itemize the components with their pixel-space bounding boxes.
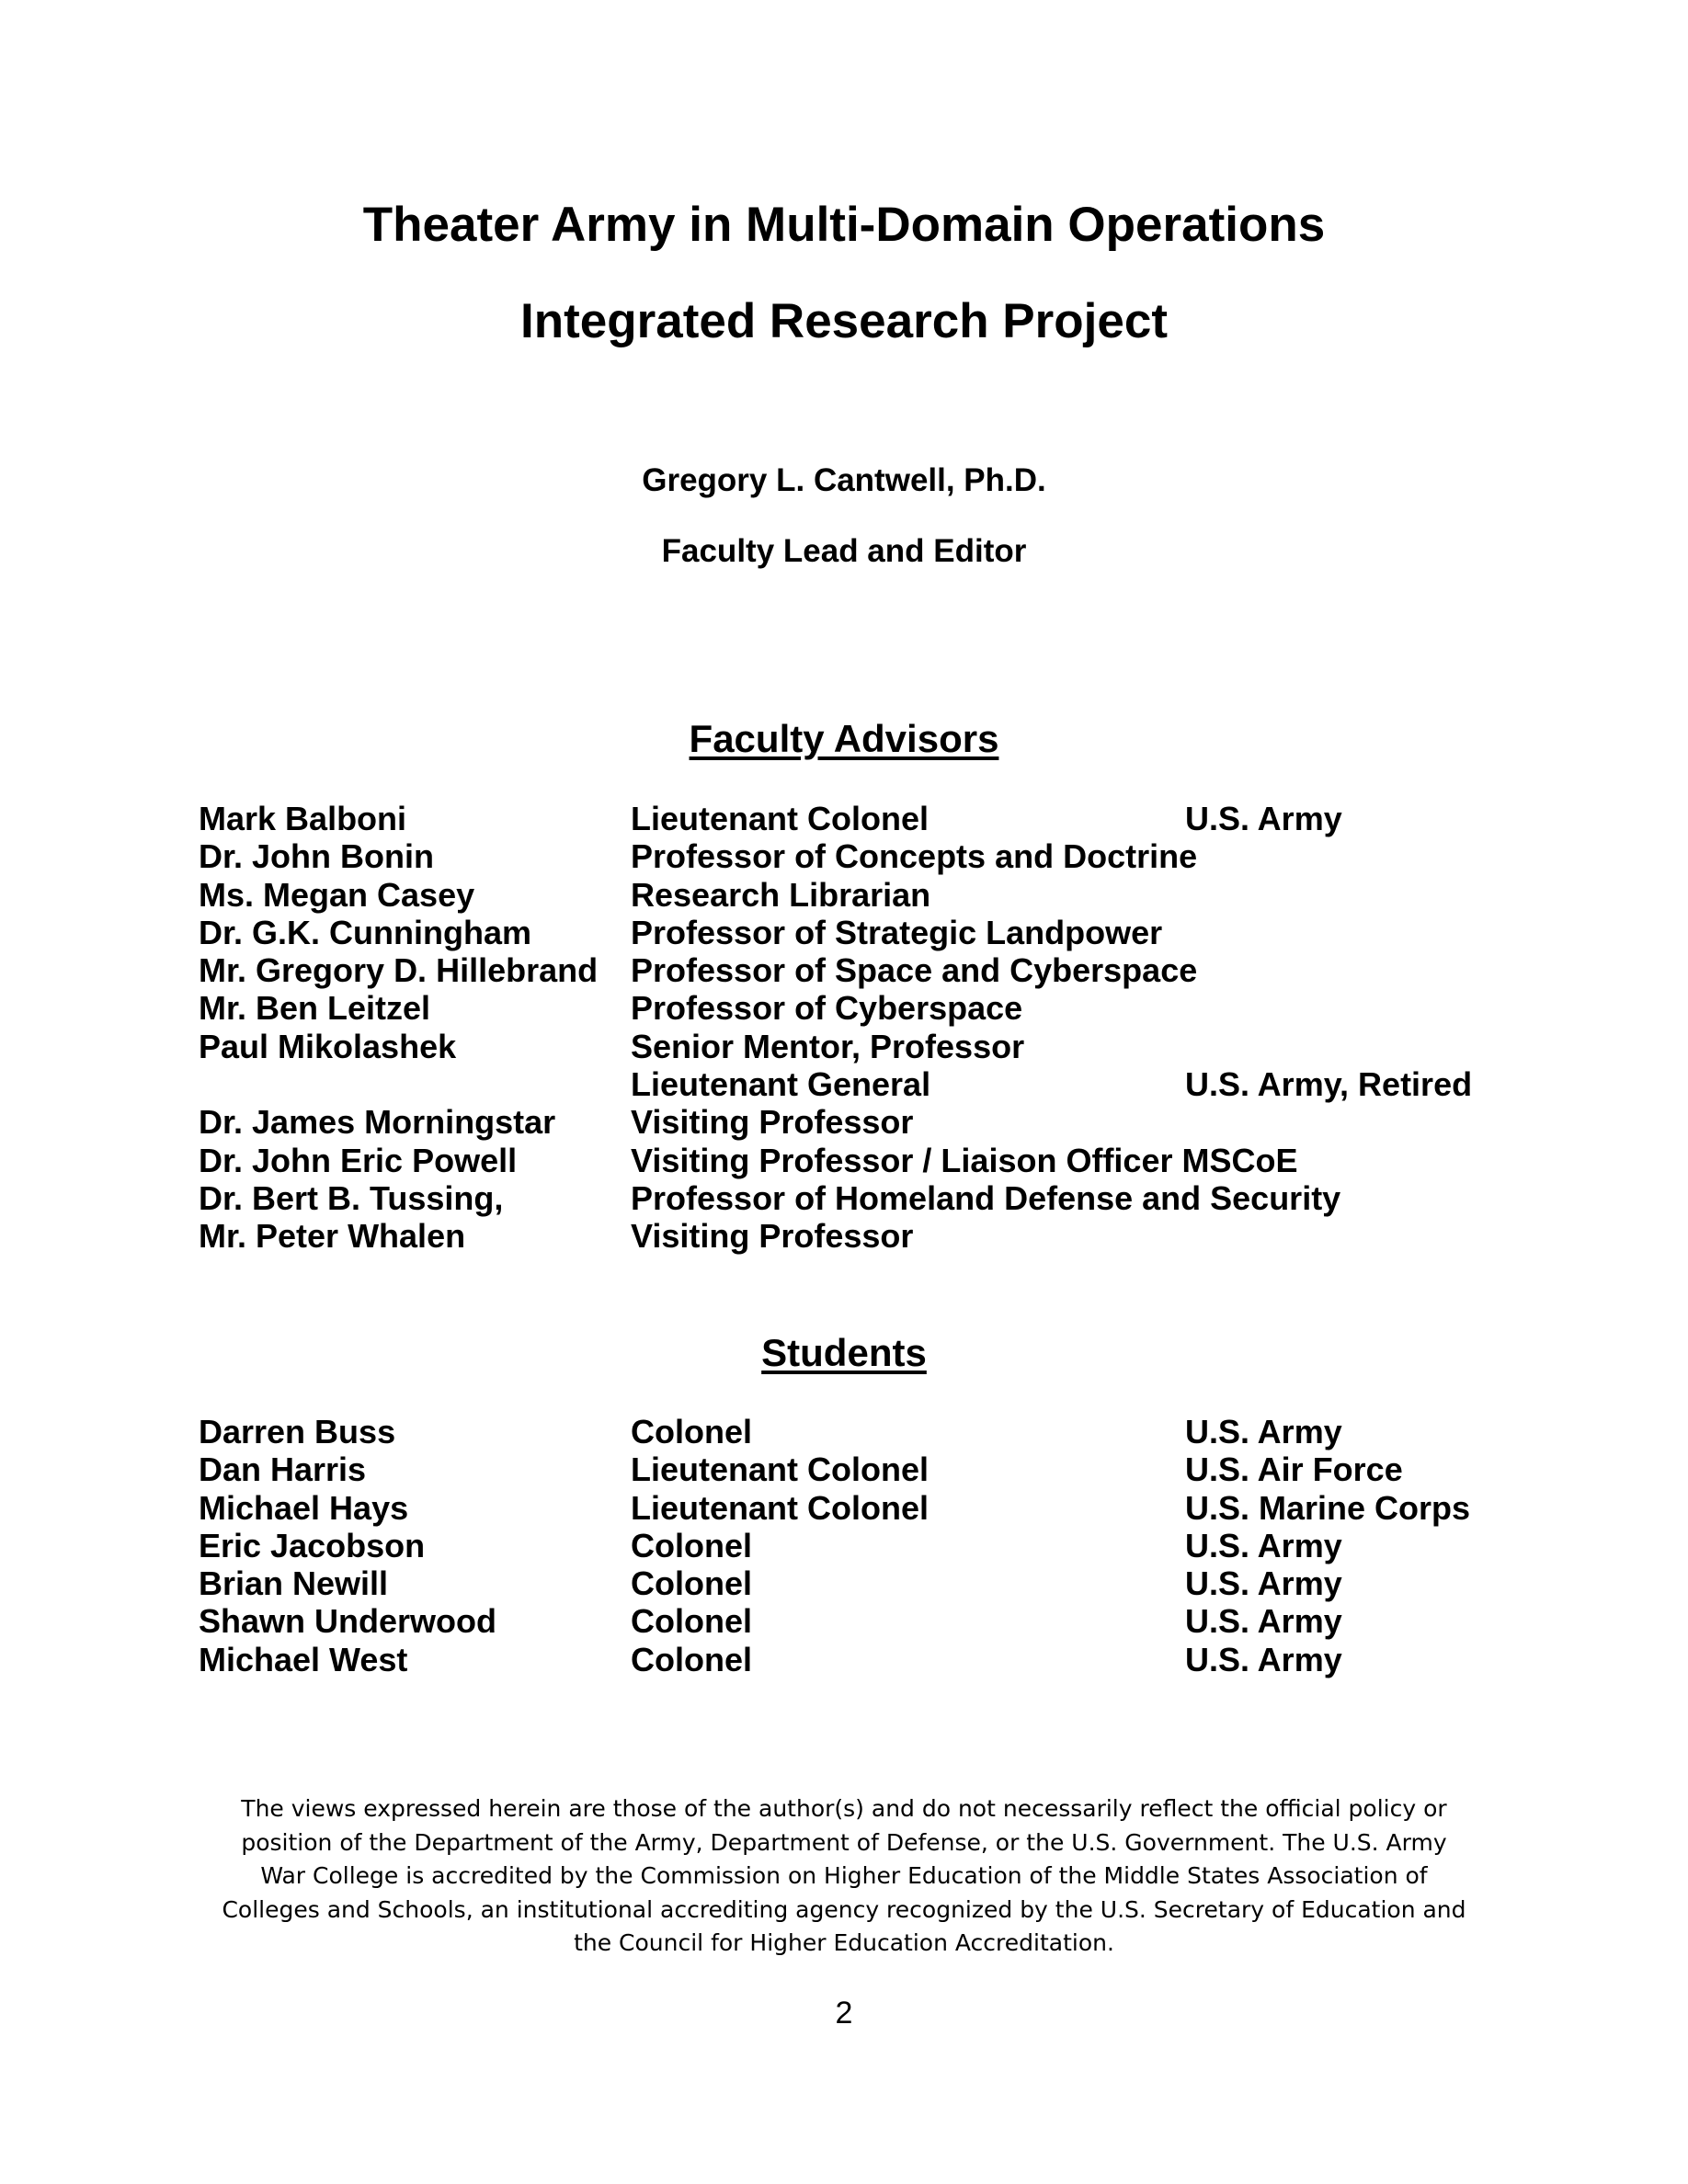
person-branch: U.S. Marine Corps (1185, 1488, 1471, 1527)
student-row (199, 1527, 1532, 1564)
student-row (199, 1489, 1532, 1527)
person-name: Darren Buss (199, 1413, 396, 1450)
faculty-advisor-row (199, 989, 1532, 1027)
person-title: Professor of Cyberspace (631, 989, 1023, 1028)
person-name: Brian Newill (199, 1564, 389, 1603)
person-name: Dr. John Bonin (199, 837, 434, 876)
page-number: 2 (835, 1996, 853, 2030)
faculty-lead-name: Gregory L. Cantwell, Ph.D. (642, 462, 1046, 498)
faculty-advisor-row (199, 1103, 1532, 1141)
disclaimer-line: The views expressed herein are those of the author(s) and do not necessarily reflect the official policy or (241, 1795, 1447, 1822)
faculty-advisor-row (199, 1142, 1532, 1179)
person-name: Michael West (199, 1640, 408, 1678)
person-name: Ms. Megan Casey (199, 875, 475, 914)
faculty-advisor-row (199, 1217, 1532, 1255)
person-title: Visiting Professor (631, 1217, 914, 1256)
person-title: Colonel (631, 1640, 752, 1678)
person-title: Colonel (631, 1564, 752, 1603)
faculty-advisor-row (199, 876, 1532, 914)
person-branch: U.S. Army, Retired (1185, 1065, 1473, 1104)
person-title: Colonel (631, 1413, 752, 1450)
person-name: Michael Hays (199, 1488, 409, 1527)
person-name: Dr. John Eric Powell (199, 1141, 518, 1179)
disclaimer-line: position of the Department of the Army, Department of Defense, or the U.S. Government. The U.S. Army (241, 1828, 1447, 1856)
disclaimer-line: Colleges and Schools, an institutional accrediting agency recognized by the U.S. Secretary of Education and (222, 1895, 1466, 1923)
person-name: Dr. James Morningstar (199, 1103, 556, 1142)
person-title: Senior Mentor, Professor (631, 1027, 1025, 1065)
person-title: Professor of Space and Cyberspace (631, 951, 1198, 990)
faculty-advisor-row (199, 914, 1532, 951)
person-name: Eric Jacobson (199, 1526, 426, 1564)
disclaimer-line: the Council for Higher Education Accreditation. (574, 1929, 1114, 1956)
faculty-advisor-row (199, 800, 1532, 837)
person-branch: U.S. Army (1185, 1602, 1342, 1641)
faculty-advisors-heading: Faculty Advisors (689, 717, 999, 760)
person-name: Mark Balboni (199, 800, 407, 837)
person-title: Professor of Strategic Landpower (631, 913, 1163, 951)
person-branch: U.S. Army (1185, 1564, 1342, 1603)
person-branch: U.S. Army (1185, 800, 1342, 837)
disclaimer-text (211, 1792, 1477, 1961)
person-name: Dr. G.K. Cunningham (199, 913, 532, 951)
person-title: Professor of Concepts and Doctrine (631, 837, 1198, 876)
person-name: Dan Harris (199, 1450, 367, 1489)
person-title: Colonel (631, 1602, 752, 1641)
faculty-advisor-row (199, 951, 1532, 989)
faculty-advisors-list (199, 800, 1532, 1256)
person-name: Mr. Peter Whalen (199, 1217, 466, 1256)
person-name: Paul Mikolashek (199, 1027, 457, 1065)
person-branch: U.S. Army (1185, 1640, 1342, 1678)
person-title: Lieutenant Colonel (631, 1450, 929, 1489)
student-row (199, 1564, 1532, 1602)
student-row (199, 1602, 1532, 1640)
person-branch: U.S. Army (1185, 1413, 1342, 1450)
person-title: Lieutenant General (631, 1065, 931, 1104)
person-name: Shawn Underwood (199, 1602, 496, 1641)
person-title: Lieutenant Colonel (631, 800, 929, 837)
person-branch: U.S. Air Force (1185, 1450, 1403, 1489)
person-title: Visiting Professor / Liaison Officer MSCoE (631, 1141, 1298, 1179)
students-heading: Students (761, 1331, 927, 1374)
student-row (199, 1450, 1532, 1488)
faculty-advisor-row (199, 1065, 1532, 1103)
student-row (199, 1641, 1532, 1678)
person-title: Lieutenant Colonel (631, 1488, 929, 1527)
faculty-lead-role: Faculty Lead and Editor (661, 533, 1027, 569)
person-name: Mr. Gregory D. Hillebrand (199, 951, 599, 990)
person-title: Research Librarian (631, 875, 931, 914)
person-title: Colonel (631, 1526, 752, 1564)
person-name: Mr. Ben Leitzel (199, 989, 431, 1028)
person-name: Dr. Bert B. Tussing, (199, 1178, 504, 1217)
person-title: Professor of Homeland Defense and Security (631, 1178, 1341, 1217)
disclaimer-line: War College is accredited by the Commission on Higher Education of the Middle States Association of (260, 1862, 1428, 1889)
faculty-advisor-row (199, 837, 1532, 875)
document-subtitle: Integrated Research Project (520, 294, 1168, 348)
faculty-advisor-row (199, 1179, 1532, 1217)
faculty-advisor-row (199, 1028, 1532, 1065)
person-branch: U.S. Army (1185, 1526, 1342, 1564)
student-row (199, 1413, 1532, 1450)
students-list (199, 1413, 1532, 1678)
person-title: Visiting Professor (631, 1103, 914, 1142)
document-title: Theater Army in Multi-Domain Operations (362, 198, 1326, 252)
